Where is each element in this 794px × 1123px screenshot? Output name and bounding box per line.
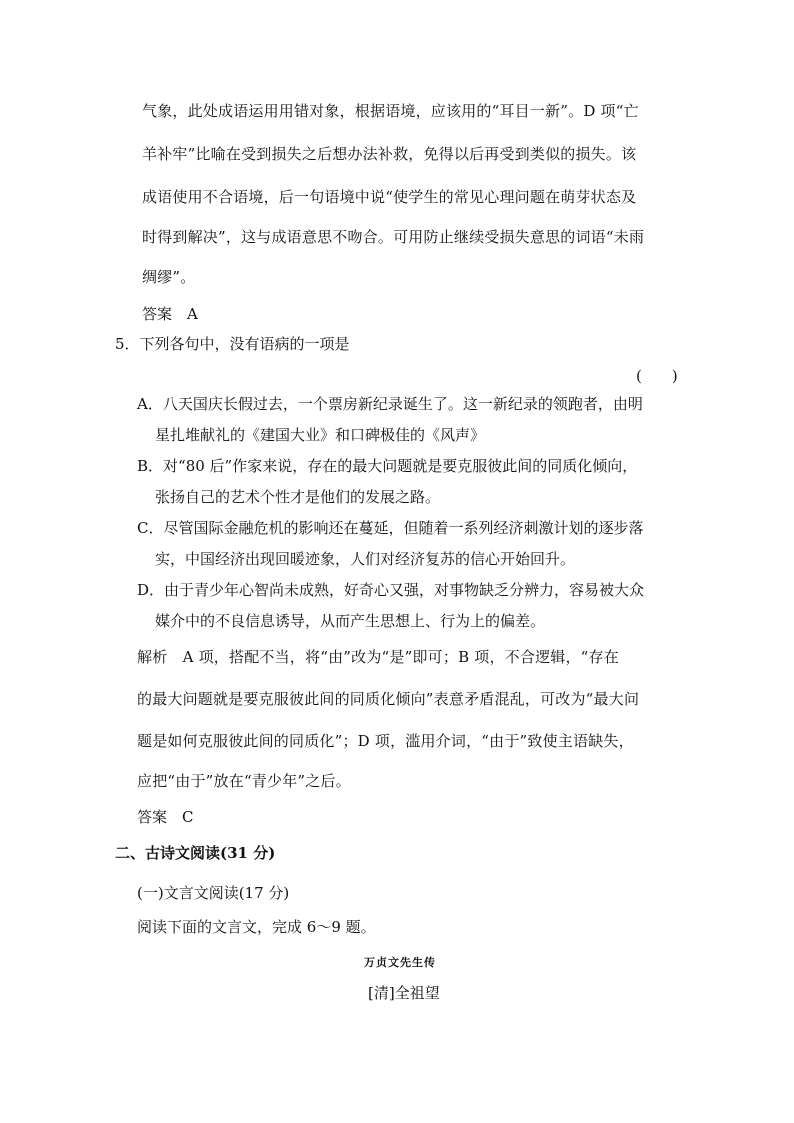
passage-title: 万贞文先生传 [364,956,436,969]
section-heading: 二、古诗文阅读(31 分) [115,844,276,862]
option-b-line-2: 张扬自己的艺术个性才是他们的发展之路。 [155,488,441,506]
reading-instruction: 阅读下面的文言文，完成 6～9 题。 [137,918,376,936]
q5-explanation-line-4: 应把“由于”放在“青少年”之后。 [137,772,351,790]
answer-paren: ( ) [636,367,678,385]
prev-explanation-line-3: 成语使用不合语境，后一句语境中说“使学生的常见心理问题在萌芽状态及 [142,188,637,206]
passage-author: [清]全祖望 [368,984,440,1002]
option-a-line-2: 星扎堆献礼的《建国大业》和口碑极佳的《风声》 [155,426,486,444]
q5-explanation-line-2: 的最大问题就是要克服彼此间的同质化倾向”表意矛盾混乱，可改为“最大问 [137,690,640,708]
option-c-line-1: C．尽管国际金融危机的影响还在蔓延，但随着一系列经济刺激计划的逐步落 [137,519,644,537]
option-b-line-1: B．对“80 后”作家来说，存在的最大问题就是要克服彼此间的同质化倾向， [137,457,638,475]
prev-explanation-line-2: 羊补牢”比喻在受到损失之后想办法补救，免得以后再受到类似的损失。该 [142,145,637,163]
question-5-stem: 5．下列各句中，没有语病的一项是 [115,335,350,353]
answer-4: 答案 A [142,305,198,323]
subsection-heading: (一)文言文阅读(17 分) [137,884,290,902]
option-a-line-1: A．八天国庆长假过去，一个票房新纪录诞生了。这一新纪录的领跑者，由明 [137,395,643,413]
prev-explanation-line-5: 绸缪”。 [142,268,196,286]
q5-explanation-line-1: 解析 A 项，搭配不当，将“由”改为“是”即可；B 项，不合逻辑，“存在 [137,648,619,666]
answer-5: 答案 C [137,808,194,826]
option-c-line-2: 实，中国经济出现回暖迹象，人们对经济复苏的信心开始回升。 [155,550,576,568]
option-d-line-2: 媒介中的不良信息诱导，从而产生思想上、行为上的偏差。 [155,612,546,630]
prev-explanation-line-4: 时得到解决”，这与成语意思不吻合。可用防止继续受损失意思的词语“未雨 [142,228,645,246]
option-d-line-1: D．由于青少年心智尚未成熟，好奇心又强，对事物缺乏分辨力，容易被大众 [137,581,645,599]
prev-explanation-line-1: 气象，此处成语运用用错对象，根据语境，应该用的“耳目一新”。D 项“亡 [142,102,639,120]
q5-explanation-line-3: 题是如何克服彼此间的同质化”；D 项，滥用介词，“由于”致使主语缺失， [137,732,634,750]
